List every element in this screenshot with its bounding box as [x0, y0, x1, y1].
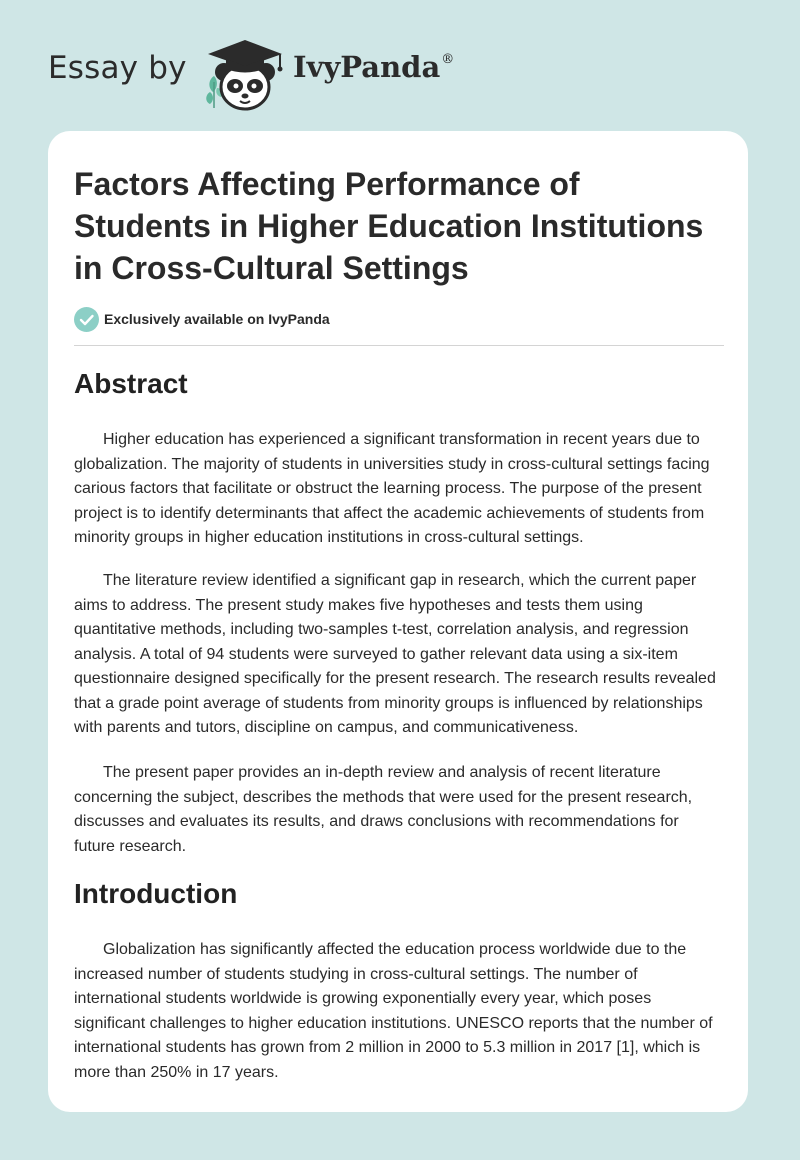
brand-name[interactable]: IvyPanda®: [293, 50, 455, 84]
registered-mark: ®: [441, 52, 455, 67]
paragraph: The literature review identified a significant gap in research, which the current paper aims to address. The present study makes five hypotheses and tests them using quantitative methods, including two-samples t-test, correlation analysis, and regression analysis. A total of 94 students were surveyed to gather relevant data using a six-item questionnaire designed specifically for the present research. The research results revealed that a grade point average of students from minority groups is influenced by relationships with parents and tutors, discipline on campus, and communicativeness.: [74, 572, 716, 736]
exclusive-badge: [74, 306, 330, 332]
panda-graduate-icon[interactable]: [200, 36, 290, 112]
paragraph: Higher education has experienced a significant transformation in recent years due to globalization. The majority of students in universities study in cross-cultural settings facing carious factors that facilitate or obstruct the learning process. The purpose of the present project is to identify determinants that affect the academic achievements of students from minority groups in higher education institutions in cross-cultural settings.: [74, 431, 710, 546]
header: [0, 0, 800, 130]
section-heading-abstract: Abstract: [74, 368, 188, 399]
brand-prefix: Essay by: [48, 50, 187, 86]
divider: [74, 345, 724, 346]
check-circle-icon: [74, 307, 99, 332]
article-card: [48, 131, 748, 1112]
section-heading-introduction: Introduction: [74, 878, 238, 909]
badge-text: Exclusively available on IvyPanda: [104, 311, 330, 327]
paragraph: Globalization has significantly affected the education process worldwide due to the increased number of students studying in cross-cultural settings. The number of international students worldwide is growing exponentially every year, which poses significant challenges to higher education institutions. UNESCO reports that the number of international students has grown from 2 million in 2000 to 5.3 million in 2017 [1], which is more than 250% in 17 years.: [74, 941, 713, 1081]
paragraph: The present paper provides an in-depth review and analysis of recent literature concerning the subject, describes the methods that were used for the present research, discusses and evaluates its results, and draws conclusions with recommendations for future research.: [74, 764, 693, 855]
article-title: Factors Affecting Performance of Students in Higher Education Institutions in Cross-Cultural Settings: [74, 166, 704, 286]
